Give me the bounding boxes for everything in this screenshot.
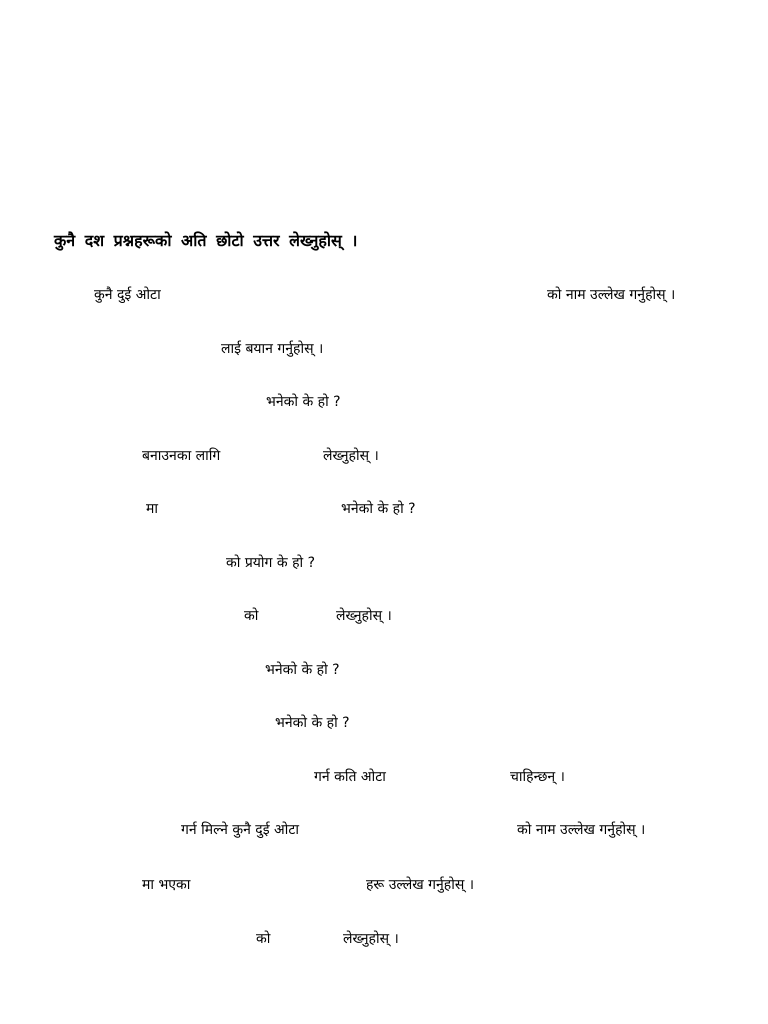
- question-12-part-1: मा भएका: [142, 877, 191, 893]
- question-7-part-1: को: [244, 608, 259, 624]
- question-8-part-1: भनेको के हो ?: [265, 662, 340, 678]
- question-10-part-2: चाहिन्छन् ।: [510, 769, 565, 785]
- question-3-part-1: भनेको के हो ?: [266, 394, 341, 410]
- question-1-part-1: कुनै दुई ओटा: [94, 287, 161, 303]
- question-2-part-1: लाई बयान गर्नुहोस् ।: [221, 341, 324, 357]
- instruction-heading: कुनै दश प्रश्नहरूको अति छोटो उत्तर लेख्नुहोस् ।: [54, 231, 358, 250]
- question-11-part-2: को नाम उल्लेख गर्नुहोस् ।: [517, 822, 646, 838]
- question-5-part-1: मा: [146, 501, 158, 517]
- question-4-part-1: बनाउनका लागि: [142, 448, 221, 464]
- question-9-part-1: भनेको के हो ?: [275, 715, 350, 731]
- question-1-part-2: को नाम उल्लेख गर्नुहोस् ।: [547, 287, 676, 303]
- question-4-part-2: लेख्नुहोस् ।: [323, 448, 379, 464]
- question-5-part-2: भनेको के हो ?: [341, 501, 416, 517]
- question-13-part-1: को: [256, 931, 271, 947]
- question-12-part-2: हरू उल्लेख गर्नुहोस् ।: [366, 877, 475, 893]
- question-11-part-1: गर्न मिल्ने कुनै दुई ओटा: [181, 822, 300, 838]
- question-7-part-2: लेख्नुहोस् ।: [336, 608, 392, 624]
- question-6-part-1: को प्रयोग के हो ?: [226, 555, 316, 571]
- question-10-part-1: गर्न कति ओटा: [314, 769, 386, 785]
- question-13-part-2: लेख्नुहोस् ।: [343, 931, 399, 947]
